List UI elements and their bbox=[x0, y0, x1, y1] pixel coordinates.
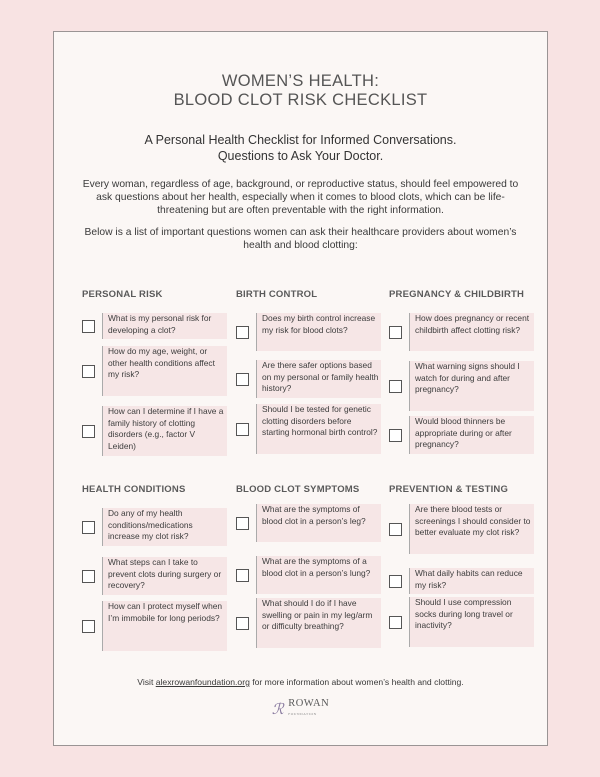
checklist-item bbox=[236, 598, 381, 648]
footer-prefix: Visit bbox=[137, 677, 156, 687]
question-text: How can I determine if I have a family history of clotting disorders (e.g., factor V Leiden) bbox=[102, 406, 227, 456]
footer-suffix: for more information about women’s health and clotting. bbox=[249, 677, 464, 687]
checkbox[interactable] bbox=[389, 523, 402, 536]
question-text: Should I be tested for genetic clotting disorders before starting hormonal birth control? bbox=[256, 404, 381, 454]
section-health-conditions bbox=[82, 484, 227, 674]
checkbox[interactable] bbox=[82, 620, 95, 633]
checkbox[interactable] bbox=[236, 423, 249, 436]
checklist-sheet bbox=[53, 31, 548, 746]
question-text: What daily habits can reduce my risk? bbox=[409, 568, 534, 594]
intro-paragraph: Every woman, regardless of age, background, or reproductive status, should feel empowered to ask questions about her health, especially when it comes to blood clots, which can be life-threatening but are often preventable with the right information. bbox=[82, 179, 519, 217]
checkbox[interactable] bbox=[236, 569, 249, 582]
checkbox[interactable] bbox=[236, 517, 249, 530]
checklist-item bbox=[236, 360, 381, 398]
checkbox[interactable] bbox=[389, 616, 402, 629]
checklist-item bbox=[236, 404, 381, 454]
checklist-item bbox=[82, 313, 227, 339]
rowan-logo-icon: ℛ bbox=[271, 700, 284, 718]
checklist-item bbox=[82, 406, 227, 456]
checkbox[interactable] bbox=[82, 425, 95, 438]
question-text: Are there safer options based on my personal or family health history? bbox=[256, 360, 381, 398]
checkbox[interactable] bbox=[389, 575, 402, 588]
checkbox[interactable] bbox=[389, 380, 402, 393]
question-text: How does pregnancy or recent childbirth affect clotting risk? bbox=[409, 313, 534, 351]
question-text: How do my age, weight, or other health conditions affect my risk? bbox=[102, 346, 227, 396]
checklist-item bbox=[236, 556, 381, 594]
checklist-item bbox=[82, 508, 227, 546]
logo-name: ROWAN bbox=[288, 698, 330, 709]
checklist-item bbox=[82, 346, 227, 396]
question-text: Are there blood tests or screenings I should consider to better evaluate my clot risk? bbox=[409, 504, 534, 554]
question-text: How can I protect myself when I’m immobile for long periods? bbox=[102, 601, 227, 651]
question-text: Should I use compression socks during long travel or inactivity? bbox=[409, 597, 534, 647]
checklist-item bbox=[389, 361, 534, 411]
section-personal-risk bbox=[82, 289, 227, 479]
checkbox[interactable] bbox=[82, 320, 95, 333]
checklist-item bbox=[389, 313, 534, 351]
title-line-1: WOMEN’S HEALTH: bbox=[221, 72, 380, 90]
question-text: What should I do if I have swelling or pain in my leg/arm or difficulty breathing? bbox=[256, 598, 381, 648]
question-text: Do any of my health conditions/medications increase my clot risk? bbox=[102, 508, 227, 546]
checklist-item bbox=[389, 416, 534, 454]
checklist-item bbox=[236, 313, 381, 351]
foundation-link[interactable]: alexrowanfoundation.org bbox=[155, 677, 250, 687]
question-text: What is my personal risk for developing a clot? bbox=[102, 313, 227, 339]
checkbox[interactable] bbox=[82, 570, 95, 583]
section-heading: PERSONAL RISK bbox=[82, 289, 163, 300]
question-text: What are the symptoms of blood clot in a person’s leg? bbox=[256, 504, 381, 542]
footer-note bbox=[54, 677, 547, 687]
checklist-item bbox=[82, 601, 227, 651]
question-text: What are the symptoms of a blood clot in a person’s lung? bbox=[256, 556, 381, 594]
question-text: What steps can I take to prevent clots during surgery or recovery? bbox=[102, 557, 227, 595]
checkbox[interactable] bbox=[236, 373, 249, 386]
question-text: What warning signs should I watch for during and after pregnancy? bbox=[409, 361, 534, 411]
checkbox[interactable] bbox=[389, 429, 402, 442]
checklist-item bbox=[389, 568, 534, 594]
page-subtitle bbox=[54, 133, 547, 164]
section-blood-clot-symptoms bbox=[236, 484, 381, 674]
checkbox[interactable] bbox=[82, 365, 95, 378]
checklist-item bbox=[82, 557, 227, 595]
section-birth-control bbox=[236, 289, 381, 479]
section-prevention-testing bbox=[389, 484, 534, 674]
section-pregnancy-childbirth bbox=[389, 289, 534, 479]
section-heading: BIRTH CONTROL bbox=[236, 289, 318, 300]
section-heading: HEALTH CONDITIONS bbox=[82, 484, 186, 495]
checkbox[interactable] bbox=[236, 617, 249, 630]
checkbox[interactable] bbox=[82, 521, 95, 534]
checkbox[interactable] bbox=[389, 326, 402, 339]
question-text: Would blood thinners be appropriate during or after pregnancy? bbox=[409, 416, 534, 454]
page-title bbox=[54, 72, 547, 110]
subtitle-line-2: Questions to Ask Your Doctor. bbox=[217, 148, 384, 163]
rowan-foundation-logo bbox=[54, 699, 547, 719]
section-heading: BLOOD CLOT SYMPTOMS bbox=[236, 484, 360, 495]
section-heading: PREGNANCY & CHILDBIRTH bbox=[389, 289, 525, 300]
subtitle-line-1: A Personal Health Checklist for Informed Conversations. bbox=[144, 133, 457, 147]
checklist-item bbox=[389, 504, 534, 554]
title-line-2: BLOOD CLOT RISK CHECKLIST bbox=[173, 91, 428, 109]
logo-wordmark bbox=[288, 699, 329, 719]
question-text: Does my birth control increase my risk for blood clots? bbox=[256, 313, 381, 351]
logo-subtitle: FOUNDATION bbox=[288, 712, 317, 716]
checklist-item bbox=[389, 597, 534, 647]
checkbox[interactable] bbox=[236, 326, 249, 339]
section-heading: PREVENTION & TESTING bbox=[389, 484, 509, 495]
intro-paragraph-2: Below is a list of important questions women can ask their healthcare providers about women’s health and blood clotting: bbox=[84, 227, 517, 252]
checklist-item bbox=[236, 504, 381, 542]
